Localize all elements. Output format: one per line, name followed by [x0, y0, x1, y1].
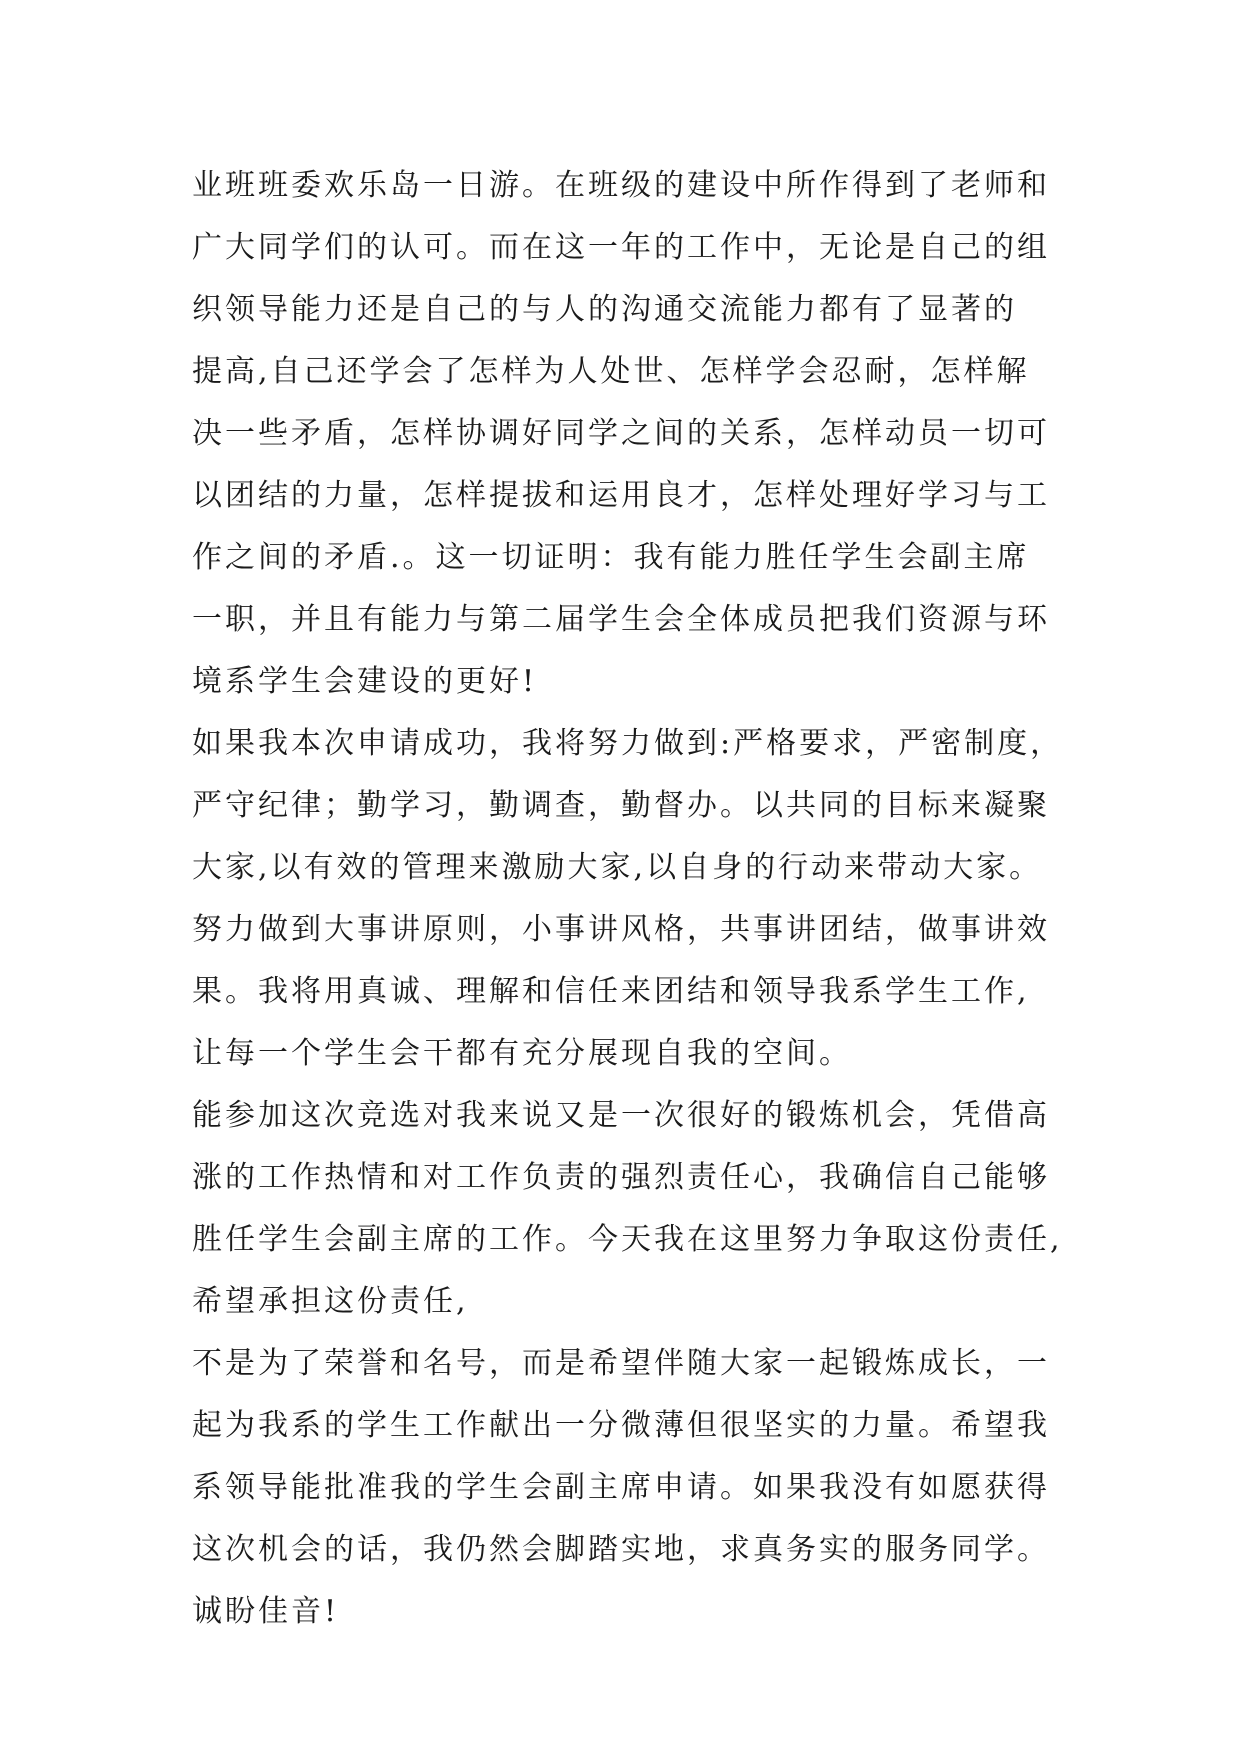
text-line: 起为我系的学生工作献出一分微薄但很坚实的力量。希望我 [192, 1408, 1050, 1443]
text-line: 决一些矛盾，怎样协调好同学之间的关系，怎样动员一切可 [192, 416, 1050, 451]
text-line: 作之间的矛盾.。这一切证明：我有能力胜任学生会副主席 [192, 540, 1030, 575]
text-line: 让每一个学生会干都有充分展现自我的空间。 [192, 1036, 852, 1071]
text-line: 诚盼佳音! [192, 1594, 340, 1629]
text-line: 业班班委欢乐岛一日游。在班级的建设中所作得到了老师和 [192, 168, 1050, 203]
text-line: 胜任学生会副主席的工作。今天我在这里努力争取这份责任, [192, 1222, 1063, 1257]
text-line: 不是为了荣誉和名号，而是希望伴随大家一起锻炼成长，一 [192, 1346, 1050, 1381]
document-body [192, 155, 1072, 1643]
text-line: 果。我将用真诚、理解和信任来团结和领导我系学生工作, [192, 974, 1030, 1009]
text-line: 如果我本次申请成功，我将努力做到:严格要求，严密制度， [192, 726, 1064, 761]
text-line: 这次机会的话，我仍然会脚踏实地，求真务实的服务同学。 [192, 1532, 1050, 1567]
text-line: 涨的工作热情和对工作负责的强烈责任心，我确信自己能够 [192, 1160, 1050, 1195]
text-line: 努力做到大事讲原则，小事讲风格，共事讲团结，做事讲效 [192, 912, 1050, 947]
text-line: 系领导能批准我的学生会副主席申请。如果我没有如愿获得 [192, 1470, 1050, 1505]
text-line: 严守纪律；勤学习，勤调查，勤督办。以共同的目标来凝聚 [192, 788, 1050, 823]
text-line: 提高,自己还学会了怎样为人处世、怎样学会忍耐，怎样解 [192, 354, 1030, 389]
text-line: 境系学生会建设的更好! [192, 664, 538, 699]
text-line: 广大同学们的认可。而在这一年的工作中，无论是自己的组 [192, 230, 1050, 265]
text-line: 希望承担这份责任, [192, 1284, 469, 1319]
text-line: 一职，并且有能力与第二届学生会全体成员把我们资源与环 [192, 602, 1050, 637]
text-line: 大家,以有效的管理来激励大家,以自身的行动来带动大家。 [192, 850, 1043, 885]
text-line: 织领导能力还是自己的与人的沟通交流能力都有了显著的 [192, 292, 1017, 327]
text-line: 能参加这次竞选对我来说又是一次很好的锻炼机会，凭借高 [192, 1098, 1050, 1133]
text-line: 以团结的力量，怎样提拔和运用良才，怎样处理好学习与工 [192, 478, 1050, 513]
